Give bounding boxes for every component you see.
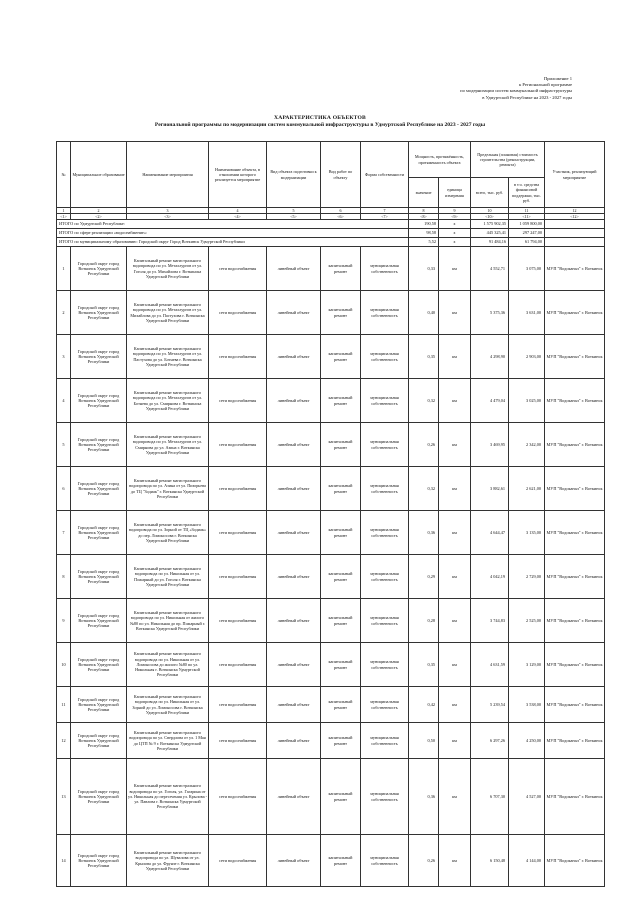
row-length: 0,33	[409, 247, 439, 291]
header-num: №	[57, 142, 71, 208]
title-line-1: ХАРАКТЕРИСТИКА ОБЪЕКТОВ	[274, 115, 366, 121]
table-row	[57, 247, 605, 291]
row-unit: км	[439, 723, 471, 759]
table-row	[57, 291, 605, 335]
row-activity: Капитальный ремонт магистрального водопровода по ул. Никольная от ул. Зорной до ул. Ломоносова г. Воткинска Удмуртской Республики	[127, 687, 209, 723]
row-num: 7	[57, 511, 71, 555]
row-system: сети водоснабжения	[209, 335, 267, 379]
row-work-type: капитальный ремонт	[321, 723, 361, 759]
row-unit: км	[439, 835, 471, 887]
row-num: 12	[57, 723, 71, 759]
row-municipality: Городской округ город Воткинск Удмуртской Республики	[71, 555, 127, 599]
index-cell: 8	[409, 208, 439, 214]
row-activity: Капитальный ремонт магистрального водопровода по ул. Шувалова от ул. Крылова до ул. Фрунзе г. Воткинска Удмуртской Республики	[127, 835, 209, 887]
row-municipality: Городской округ город Воткинск Удмуртской Республики	[71, 643, 127, 687]
row-num: 10	[57, 643, 71, 687]
row-activity: Капитальный ремонт магистрального водопровода по ул. Металлургов от ул. Гоголя до ул. Михайлова г. Воткинска Удмуртской Республики	[127, 247, 209, 291]
row-object-type: линейный объект	[267, 335, 321, 379]
row-total: 6 150,48	[471, 835, 509, 887]
row-ownership: муниципальная собственность	[361, 379, 409, 423]
document-title	[0, 115, 640, 129]
summary-empty	[545, 238, 605, 247]
row-object-type: линейный объект	[267, 379, 321, 423]
summary-fund: 297 247,00	[509, 229, 545, 238]
header-municipality: Муниципальное образование	[71, 142, 127, 208]
summary-label: ИТОГО по сфере реализации «водоснабжение»:	[57, 229, 409, 238]
row-ownership: муниципальная собственность	[361, 835, 409, 887]
row-executor: МУП "Водоканал" г. Воткинск	[545, 723, 605, 759]
row-unit: км	[439, 759, 471, 835]
row-executor: МУП "Водоканал" г. Воткинск	[545, 335, 605, 379]
row-fund: 3 135,00	[509, 511, 545, 555]
row-municipality: Городской округ город Воткинск Удмуртской Республики	[71, 335, 127, 379]
row-object-type: линейный объект	[267, 467, 321, 511]
summary-label: ИТОГО по муниципальному образованию: Городской округ Город Воткинск Удмуртской Республики	[57, 238, 409, 247]
index-cell: 1	[57, 208, 71, 214]
row-num: 11	[57, 687, 71, 723]
index-cell: <2>	[71, 214, 127, 220]
row-activity: Капитальный ремонт магистрального водопровода по ул. Металлургов от ул. Смирнова до ул. Азина г. Воткинска Удмуртской Республики	[127, 423, 209, 467]
row-length: 0,29	[409, 555, 439, 599]
row-municipality: Городской округ город Воткинск Удмуртской Республики	[71, 247, 127, 291]
header-length: значение	[409, 178, 439, 208]
appendix-block	[312, 76, 572, 101]
row-num: 14	[57, 835, 71, 887]
row-ownership: муниципальная собственность	[361, 247, 409, 291]
row-length: 0,36	[409, 759, 439, 835]
row-fund: 3 075,00	[509, 247, 545, 291]
summary-fund: 1 059 800,00	[509, 220, 545, 229]
row-municipality: Городской округ город Воткинск Удмуртской Республики	[71, 511, 127, 555]
row-ownership: муниципальная собственность	[361, 511, 409, 555]
row-fund: 2 621,00	[509, 467, 545, 511]
row-num: 9	[57, 599, 71, 643]
summary-empty	[545, 229, 605, 238]
summary-row	[57, 229, 605, 238]
row-total: 4 644,47	[471, 511, 509, 555]
row-executor: МУП "Водоканал" г. Воткинск	[545, 247, 605, 291]
row-total: 3 882,61	[471, 467, 509, 511]
row-system: сети водоснабжения	[209, 467, 267, 511]
row-ownership: муниципальная собственность	[361, 555, 409, 599]
row-work-type: капитальный ремонт	[321, 247, 361, 291]
table-row	[57, 467, 605, 511]
row-length: 0,40	[409, 291, 439, 335]
row-activity: Капитальный ремонт магистрального водопровода по ул. Азина от ул. Пизорьева до ТЦ "Зодиак" г. Воткинска Удмуртской Республики	[127, 467, 209, 511]
row-length: 0,26	[409, 835, 439, 887]
row-num: 13	[57, 759, 71, 835]
row-system: сети водоснабжения	[209, 511, 267, 555]
row-ownership: муниципальная собственность	[361, 687, 409, 723]
row-activity: Капитальный ремонт магистрального водопровода по ул. Металлургов от ул. Михайлова до ул. Пастухова г. Воткинска Удмуртской Республики	[127, 291, 209, 335]
row-object-type: линейный объект	[267, 643, 321, 687]
row-total: 6 297,26	[471, 723, 509, 759]
summary-label: ИТОГО по Удмуртской Республике:	[57, 220, 409, 229]
row-ownership: муниципальная собственность	[361, 335, 409, 379]
row-length: 0,26	[409, 423, 439, 467]
row-activity: Капитальный ремонт магистрального водопровода по ул. Зорной от ТЦ «Зодиак» до пер. Ломоносова г. Воткинска Удмуртской Республики	[127, 511, 209, 555]
header-executor: Участник, реализующий мероприятие	[545, 142, 605, 208]
summary-unit: x	[439, 220, 471, 229]
summary-row	[57, 238, 605, 247]
row-work-type: капитальный ремонт	[321, 379, 361, 423]
index-cell: 12	[545, 208, 605, 214]
summary-length: 190,58	[409, 220, 439, 229]
row-total: 5 239,54	[471, 687, 509, 723]
index-cell: <6>	[321, 214, 361, 220]
row-executor: МУП "Водоканал" г. Воткинск	[545, 379, 605, 423]
table-row	[57, 599, 605, 643]
row-length: 0,35	[409, 643, 439, 687]
index-cell: 7	[361, 208, 409, 214]
row-activity: Капитальный ремонт магистрального водопровода по ул. Свердлова от ул. 1 Мая до ЦТП № 9 г. Воткинска Удмуртской Республики	[127, 723, 209, 759]
row-fund: 2 525,00	[509, 599, 545, 643]
row-total: 3 469,95	[471, 423, 509, 467]
header-total: всего, тыс. руб.	[471, 178, 509, 208]
row-ownership: муниципальная собственность	[361, 291, 409, 335]
summary-empty	[545, 220, 605, 229]
row-object-type: линейный объект	[267, 835, 321, 887]
row-object-type: линейный объект	[267, 423, 321, 467]
row-activity: Капитальный ремонт магистрального водопровода по ул. Металлургов от ул. Пастухова до ул. Ботнева г. Воткинска Удмуртской Республики	[127, 335, 209, 379]
row-system: сети водоснабжения	[209, 643, 267, 687]
row-activity: Капитальный ремонт магистрального водопровода по ул. Никольная от ул. Ломоносова до жилого №80 по ул. Никольная г. Воткинска Удмуртской Республики	[127, 643, 209, 687]
row-total: 4 042,19	[471, 555, 509, 599]
row-executor: МУП "Водоканал" г. Воткинск	[545, 467, 605, 511]
index-cell: <10>	[471, 214, 509, 220]
index-cell: <1>	[57, 214, 71, 220]
index-cell: <4>	[209, 214, 267, 220]
row-system: сети водоснабжения	[209, 687, 267, 723]
summary-fund: 61 794,00	[509, 238, 545, 247]
index-cell: <11>	[509, 214, 545, 220]
index-cell: <5>	[267, 214, 321, 220]
index-cell: <8>	[409, 214, 439, 220]
row-total: 4 479,04	[471, 379, 509, 423]
row-executor: МУП "Водоканал" г. Воткинск	[545, 643, 605, 687]
row-system: сети водоснабжения	[209, 291, 267, 335]
row-length: 0,50	[409, 723, 439, 759]
row-municipality: Городской округ город Воткинск Удмуртской Республики	[71, 379, 127, 423]
row-municipality: Городской округ город Воткинск Удмуртской Республики	[71, 723, 127, 759]
row-total: 4 552,71	[471, 247, 509, 291]
row-num: 4	[57, 379, 71, 423]
row-system: сети водоснабжения	[209, 759, 267, 835]
row-object-type: линейный объект	[267, 555, 321, 599]
row-work-type: капитальный ремонт	[321, 555, 361, 599]
header-fund: в т.ч. средства финансовой поддержки, тыс. руб.	[509, 178, 545, 208]
row-work-type: капитальный ремонт	[321, 335, 361, 379]
objects-table	[56, 141, 605, 887]
index-cell: 6	[321, 208, 361, 214]
row-municipality: Городской округ город Воткинск Удмуртской Республики	[71, 467, 127, 511]
row-fund: 2 342,00	[509, 423, 545, 467]
summary-total: 445 325,41	[471, 229, 509, 238]
row-system: сети водоснабжения	[209, 599, 267, 643]
row-num: 3	[57, 335, 71, 379]
row-unit: км	[439, 467, 471, 511]
index-cell: 2	[71, 208, 127, 214]
row-object-type: линейный объект	[267, 599, 321, 643]
appendix-line: к Региональной программе	[519, 82, 572, 88]
summary-length: 98,58	[409, 229, 439, 238]
row-total: 4 298,90	[471, 335, 509, 379]
row-length: 0,32	[409, 379, 439, 423]
appendix-line: Приложение 1	[543, 76, 572, 81]
table-row	[57, 643, 605, 687]
row-length: 0,32	[409, 467, 439, 511]
row-unit: км	[439, 643, 471, 687]
header-activity: Наименование мероприятия	[127, 142, 209, 208]
row-municipality: Городской округ город Воткинск Удмуртской Республики	[71, 759, 127, 835]
row-num: 8	[57, 555, 71, 599]
table-row	[57, 687, 605, 723]
row-executor: МУП "Водоканал" г. Воткинск	[545, 291, 605, 335]
row-system: сети водоснабжения	[209, 835, 267, 887]
row-municipality: Городской округ город Воткинск Удмуртской Республики	[71, 687, 127, 723]
row-system: сети водоснабжения	[209, 423, 267, 467]
table-row	[57, 759, 605, 835]
row-executor: МУП "Водоканал" г. Воткинск	[545, 599, 605, 643]
row-num: 2	[57, 291, 71, 335]
header-cost-group: Предельная (плановая) стоимость строительства (реконструкции, ремонта)	[471, 142, 545, 178]
row-num: 5	[57, 423, 71, 467]
row-activity: Капитальный ремонт магистрального водопровода по ул. Гоголя, ул. Гагарина от ул. Никольная до пересечения ул. Крылова - ул. Павлова г. Воткинска Удмуртской Республики	[127, 759, 209, 835]
table-row	[57, 379, 605, 423]
row-fund: 4 527,00	[509, 759, 545, 835]
header-capacity-group: Мощность, протяжённость, протяженность объекта	[409, 142, 471, 178]
row-fund: 2 729,00	[509, 555, 545, 599]
appendix-line: по модернизации систем коммунальной инфраструктуры	[460, 88, 572, 94]
title-line-2: Региональной программы по модернизации систем коммунальной инфраструктуры в Удмуртской Республике на 2023 - 2027 годы	[154, 122, 486, 128]
index-cell: <12>	[545, 214, 605, 220]
row-ownership: муниципальная собственность	[361, 423, 409, 467]
row-unit: км	[439, 687, 471, 723]
table-row	[57, 555, 605, 599]
row-total: 5 375,36	[471, 291, 509, 335]
row-fund: 3 631,00	[509, 291, 545, 335]
header-work-type: Вид работ по объекту	[321, 142, 361, 208]
row-fund: 3 538,00	[509, 687, 545, 723]
row-total: 4 631,59	[471, 643, 509, 687]
row-municipality: Городской округ город Воткинск Удмуртской Республики	[71, 423, 127, 467]
row-total: 3 744,83	[471, 599, 509, 643]
row-municipality: Городской округ город Воткинск Удмуртской Республики	[71, 291, 127, 335]
row-executor: МУП "Водоканал" г. Воткинск	[545, 555, 605, 599]
header-object-type: Вид объекта подготовки к модернизации	[267, 142, 321, 208]
row-object-type: линейный объект	[267, 247, 321, 291]
row-object-type: линейный объект	[267, 723, 321, 759]
summary-row	[57, 220, 605, 229]
row-fund: 4 144,00	[509, 835, 545, 887]
header-unit: единица измерения	[439, 178, 471, 208]
row-system: сети водоснабжения	[209, 247, 267, 291]
row-municipality: Городской округ город Воткинск Удмуртской Республики	[71, 599, 127, 643]
row-unit: км	[439, 599, 471, 643]
row-executor: МУП "Водоканал" г. Воткинск	[545, 423, 605, 467]
index-cell: <3>	[127, 214, 209, 220]
row-activity: Капитальный ремонт магистрального водопровода по ул. Металлургов от ул. Ботнева до ул. Смирнова г. Воткинска Удмуртской Республики	[127, 379, 209, 423]
index-cell: 10	[471, 208, 509, 214]
row-ownership: муниципальная собственность	[361, 759, 409, 835]
row-system: сети водоснабжения	[209, 555, 267, 599]
row-fund: 4 250,00	[509, 723, 545, 759]
row-system: сети водоснабжения	[209, 379, 267, 423]
table-row	[57, 723, 605, 759]
row-work-type: капитальный ремонт	[321, 759, 361, 835]
row-unit: км	[439, 423, 471, 467]
row-unit: км	[439, 247, 471, 291]
row-fund: 2 903,00	[509, 335, 545, 379]
row-executor: МУП "Водоканал" г. Воткинск	[545, 687, 605, 723]
row-ownership: муниципальная собственность	[361, 643, 409, 687]
row-object-type: линейный объект	[267, 291, 321, 335]
index-cell: 4	[209, 208, 267, 214]
row-work-type: капитальный ремонт	[321, 291, 361, 335]
row-ownership: муниципальная собственность	[361, 723, 409, 759]
row-fund: 3 129,00	[509, 643, 545, 687]
row-unit: км	[439, 379, 471, 423]
table-row	[57, 835, 605, 887]
row-executor: МУП "Водоканал" г. Воткинск	[545, 835, 605, 887]
index-cell: 5	[267, 208, 321, 214]
row-work-type: капитальный ремонт	[321, 643, 361, 687]
row-total: 6 707,30	[471, 759, 509, 835]
table-row	[57, 511, 605, 555]
row-length: 0,35	[409, 335, 439, 379]
row-unit: км	[439, 555, 471, 599]
row-num: 6	[57, 467, 71, 511]
row-ownership: муниципальная собственность	[361, 467, 409, 511]
header-system: Наименование объекта, в отношении которого реализуется мероприятие	[209, 142, 267, 208]
row-work-type: капитальный ремонт	[321, 511, 361, 555]
row-object-type: линейный объект	[267, 511, 321, 555]
row-work-type: капитальный ремонт	[321, 423, 361, 467]
row-length: 0,36	[409, 511, 439, 555]
row-system: сети водоснабжения	[209, 723, 267, 759]
row-length: 0,42	[409, 687, 439, 723]
row-fund: 3 025,00	[509, 379, 545, 423]
summary-total: 91 484,16	[471, 238, 509, 247]
table-row	[57, 423, 605, 467]
index-cell: <9>	[439, 214, 471, 220]
row-municipality: Городской округ город Воткинск Удмуртской Республики	[71, 835, 127, 887]
row-object-type: линейный объект	[267, 687, 321, 723]
index-cell: 3	[127, 208, 209, 214]
index-cell: <7>	[361, 214, 409, 220]
row-unit: км	[439, 335, 471, 379]
row-object-type: линейный объект	[267, 759, 321, 835]
summary-unit: x	[439, 238, 471, 247]
index-cell: 9	[439, 208, 471, 214]
row-work-type: капитальный ремонт	[321, 467, 361, 511]
row-unit: км	[439, 291, 471, 335]
table-row	[57, 335, 605, 379]
summary-length: 5,52	[409, 238, 439, 247]
summary-unit: x	[439, 229, 471, 238]
row-work-type: капитальный ремонт	[321, 687, 361, 723]
row-num: 1	[57, 247, 71, 291]
appendix-line: в Удмуртской Республике на 2023 - 2027 годы	[482, 94, 572, 100]
header-ownership: Форма собственности	[361, 142, 409, 208]
row-executor: МУП "Водоканал" г. Воткинск	[545, 759, 605, 835]
row-activity: Капитальный ремонт магистрального водопровода по ул. Никольная от ул. Пожарный до ул. Гоголя г. Воткинска Удмуртской Республики	[127, 555, 209, 599]
row-work-type: капитальный ремонт	[321, 599, 361, 643]
index-cell: 11	[509, 208, 545, 214]
row-executor: МУП "Водоканал" г. Воткинск	[545, 511, 605, 555]
row-unit: км	[439, 511, 471, 555]
row-work-type: капитальный ремонт	[321, 835, 361, 887]
summary-total: 1 575 902,35	[471, 220, 509, 229]
row-ownership: муниципальная собственность	[361, 599, 409, 643]
row-length: 0,28	[409, 599, 439, 643]
row-activity: Капитальный ремонт магистрального водопровода по ул. Никольная от жилого №80 по ул. Никольная до пр. Пожарный г. Воткинска Удмуртской Республики	[127, 599, 209, 643]
